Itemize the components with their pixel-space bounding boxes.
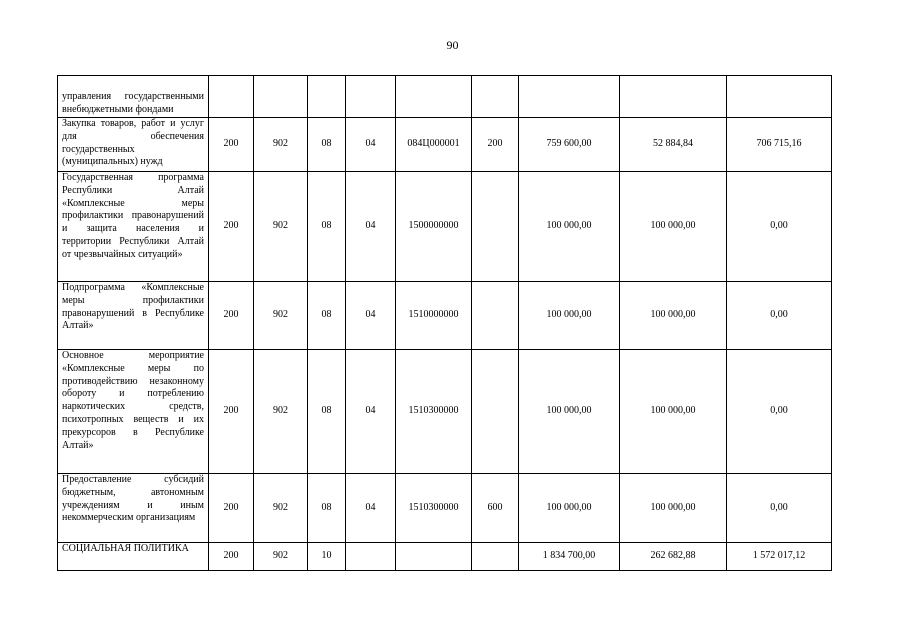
- ministry-cell: 902: [254, 474, 308, 543]
- row-name-cell: Государственная программа Республики Алтай «Комплексные меры профилактики правонарушений и защита населения и территории Республики Алтай от чрезвычайных ситуаций»: [58, 172, 209, 282]
- sum2-cell: 100 000,00: [620, 172, 727, 282]
- table-row: [58, 543, 832, 571]
- razdel-cell: 08: [308, 118, 346, 172]
- vr-cell: [472, 76, 519, 118]
- sum1-cell: 100 000,00: [519, 172, 620, 282]
- table-row: [58, 76, 832, 118]
- razdel-cell: 08: [308, 350, 346, 474]
- vr-cell: [472, 543, 519, 571]
- vr-cell: [472, 350, 519, 474]
- sum3-cell: [727, 76, 832, 118]
- razdel-cell: 10: [308, 543, 346, 571]
- csr-cell: [396, 76, 472, 118]
- sum2-cell: 52 884,84: [620, 118, 727, 172]
- sum1-cell: 100 000,00: [519, 474, 620, 543]
- sum2-cell: 100 000,00: [620, 282, 727, 350]
- row-name-cell: управления государственными внебюджетными фондами: [58, 76, 209, 118]
- csr-cell: [396, 543, 472, 571]
- csr-cell: 084Ц000001: [396, 118, 472, 172]
- section-cell: [209, 76, 254, 118]
- vr-cell: 200: [472, 118, 519, 172]
- ministry-cell: 902: [254, 282, 308, 350]
- vr-cell: [472, 172, 519, 282]
- sum1-cell: [519, 76, 620, 118]
- ministry-cell: 902: [254, 118, 308, 172]
- sum1-cell: 759 600,00: [519, 118, 620, 172]
- csr-cell: 1510300000: [396, 474, 472, 543]
- sum1-cell: 1 834 700,00: [519, 543, 620, 571]
- row-name-cell: Закупка товаров, работ и услуг для обеспечения государственных (муниципальных) нужд: [58, 118, 209, 172]
- row-name-cell: Подпрограмма «Комплексные меры профилактики правонарушений в Республике Алтай»: [58, 282, 209, 350]
- sum2-cell: 100 000,00: [620, 350, 727, 474]
- table-row: [58, 118, 832, 172]
- razdel-cell: [308, 76, 346, 118]
- csr-cell: 1500000000: [396, 172, 472, 282]
- row-name-cell: Предоставление субсидий бюджетным, автономным учреждениям и иным некоммерческим организациям: [58, 474, 209, 543]
- sum3-cell: 0,00: [727, 282, 832, 350]
- vr-cell: 600: [472, 474, 519, 543]
- section-cell: 200: [209, 118, 254, 172]
- razdel-cell: 08: [308, 172, 346, 282]
- section-cell: 200: [209, 474, 254, 543]
- ministry-cell: 902: [254, 543, 308, 571]
- row-name-cell: Основное мероприятие «Комплексные меры по противодействию незаконному обороту и потреблению наркотических средств, психотропных веществ и их прекурсоров в Республике Алтай»: [58, 350, 209, 474]
- ministry-cell: 902: [254, 172, 308, 282]
- sum3-cell: 0,00: [727, 350, 832, 474]
- budget-table: [57, 75, 832, 571]
- ministry-cell: [254, 76, 308, 118]
- podrazdel-cell: 04: [346, 474, 396, 543]
- sum2-cell: 262 682,88: [620, 543, 727, 571]
- table-row: [58, 282, 832, 350]
- sum3-cell: 0,00: [727, 172, 832, 282]
- section-cell: 200: [209, 543, 254, 571]
- sum3-cell: 706 715,16: [727, 118, 832, 172]
- table-row: [58, 172, 832, 282]
- razdel-cell: 08: [308, 474, 346, 543]
- podrazdel-cell: [346, 543, 396, 571]
- section-cell: 200: [209, 172, 254, 282]
- podrazdel-cell: 04: [346, 350, 396, 474]
- csr-cell: 1510000000: [396, 282, 472, 350]
- sum3-cell: 1 572 017,12: [727, 543, 832, 571]
- table-row: [58, 350, 832, 474]
- podrazdel-cell: 04: [346, 282, 396, 350]
- vr-cell: [472, 282, 519, 350]
- csr-cell: 1510300000: [396, 350, 472, 474]
- sum3-cell: 0,00: [727, 474, 832, 543]
- podrazdel-cell: 04: [346, 118, 396, 172]
- sum2-cell: [620, 76, 727, 118]
- sum1-cell: 100 000,00: [519, 282, 620, 350]
- sum2-cell: 100 000,00: [620, 474, 727, 543]
- table-row: [58, 474, 832, 543]
- razdel-cell: 08: [308, 282, 346, 350]
- podrazdel-cell: 04: [346, 172, 396, 282]
- row-name-cell: СОЦИАЛЬНАЯ ПОЛИТИКА: [58, 543, 209, 571]
- ministry-cell: 902: [254, 350, 308, 474]
- section-cell: 200: [209, 350, 254, 474]
- sum1-cell: 100 000,00: [519, 350, 620, 474]
- page-number: 90: [446, 38, 459, 52]
- section-cell: 200: [209, 282, 254, 350]
- podrazdel-cell: [346, 76, 396, 118]
